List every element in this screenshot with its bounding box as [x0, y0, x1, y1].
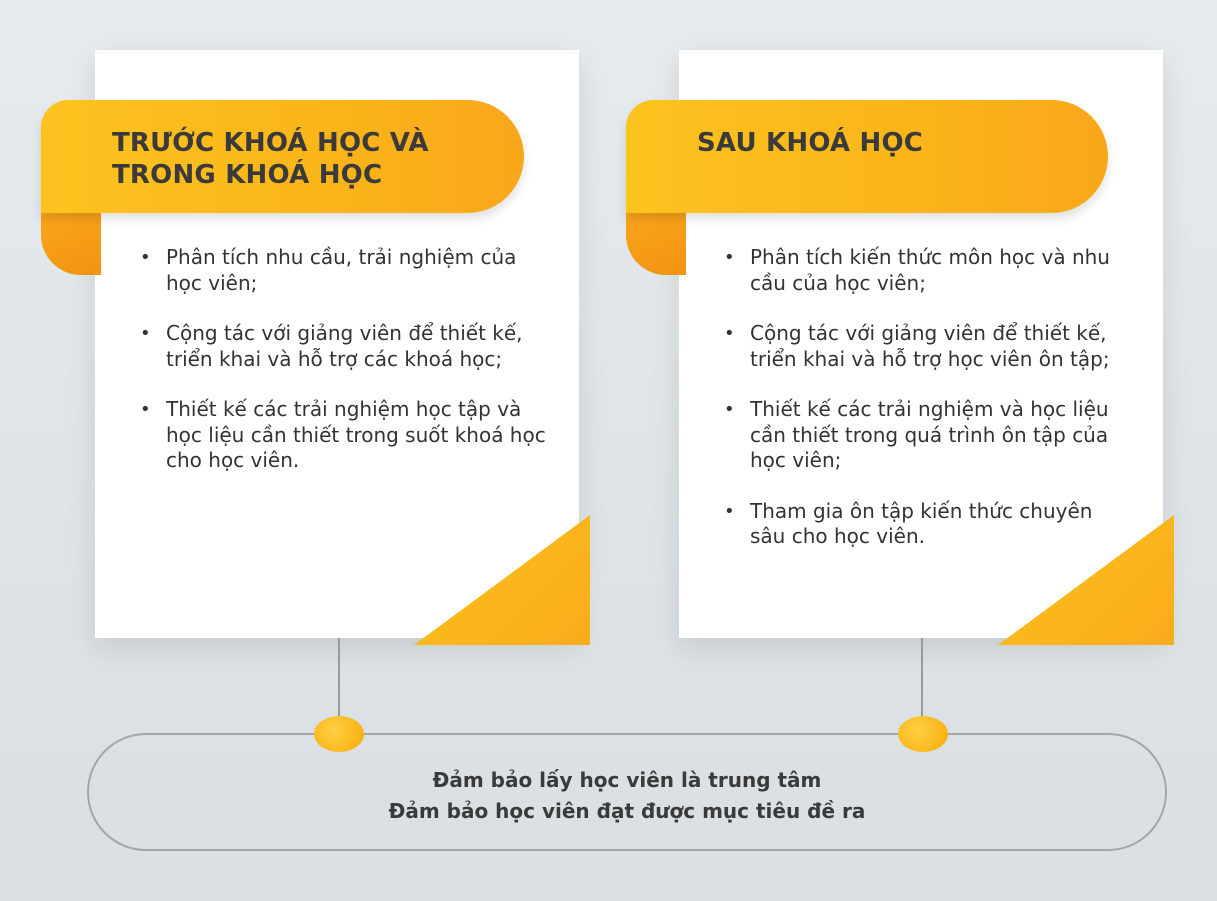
bullet-icon: • [140, 399, 151, 420]
bullet-icon: • [724, 500, 735, 522]
bullet-icon: • [724, 323, 735, 344]
list-item-text: Cộng tác với giảng viên để thiết kế, triển khai và hỗ trợ học viên ôn tập; [750, 321, 1110, 371]
summary-line1: Đảm bảo lấy học viên là trung tâm [432, 768, 822, 792]
list-item [140, 245, 550, 296]
connector-dot-left [314, 716, 364, 752]
list-item [140, 321, 550, 372]
list-item [140, 397, 550, 474]
card-title-left [112, 127, 512, 191]
bullet-list-right [724, 245, 1134, 575]
card-title-left-line1: TRƯỚC KHOÁ HỌC VÀ [112, 128, 429, 158]
list-item [724, 245, 1134, 296]
list-item-text: Tham gia ôn tập kiến thức chuyên sâu cho học viên. [750, 498, 1093, 548]
list-item-text: Cộng tác với giảng viên để thiết kế, triển khai và hỗ trợ các khoá học; [166, 321, 523, 371]
list-item-text: Thiết kế các trải nghiệm học tập và học liệu cần thiết trong suốt khoá học cho học viên. [166, 397, 546, 472]
card-title-right: SAU KHOÁ HỌC [697, 128, 924, 158]
bullet-icon: • [724, 247, 735, 268]
connector-dot-right [898, 716, 948, 752]
ribbon-fold-right [626, 213, 686, 275]
list-item-text: Phân tích kiến thức môn học và nhu cầu của học viên; [750, 245, 1110, 295]
summary-line2: Đảm bảo học viên đạt được mục tiêu đề ra [388, 799, 866, 823]
bullet-icon: • [140, 247, 151, 268]
bullet-list-left [140, 245, 550, 499]
ribbon-fold-left [41, 213, 101, 275]
list-item-text: Thiết kế các trải nghiệm và học liệu cần thiết trong quá trình ôn tập của học viên; [750, 397, 1109, 472]
summary-text [87, 765, 1167, 827]
card-title-left-line2: TRONG KHOÁ HỌC [112, 160, 383, 190]
connector-line-left [338, 638, 340, 718]
list-item [724, 321, 1134, 372]
list-item [724, 499, 1134, 550]
list-item [724, 397, 1134, 474]
bullet-icon: • [140, 323, 151, 344]
bullet-icon: • [724, 399, 735, 420]
list-item-text: Phân tích nhu cầu, trải nghiệm của học viên; [166, 245, 517, 295]
connector-line-right [921, 638, 923, 718]
